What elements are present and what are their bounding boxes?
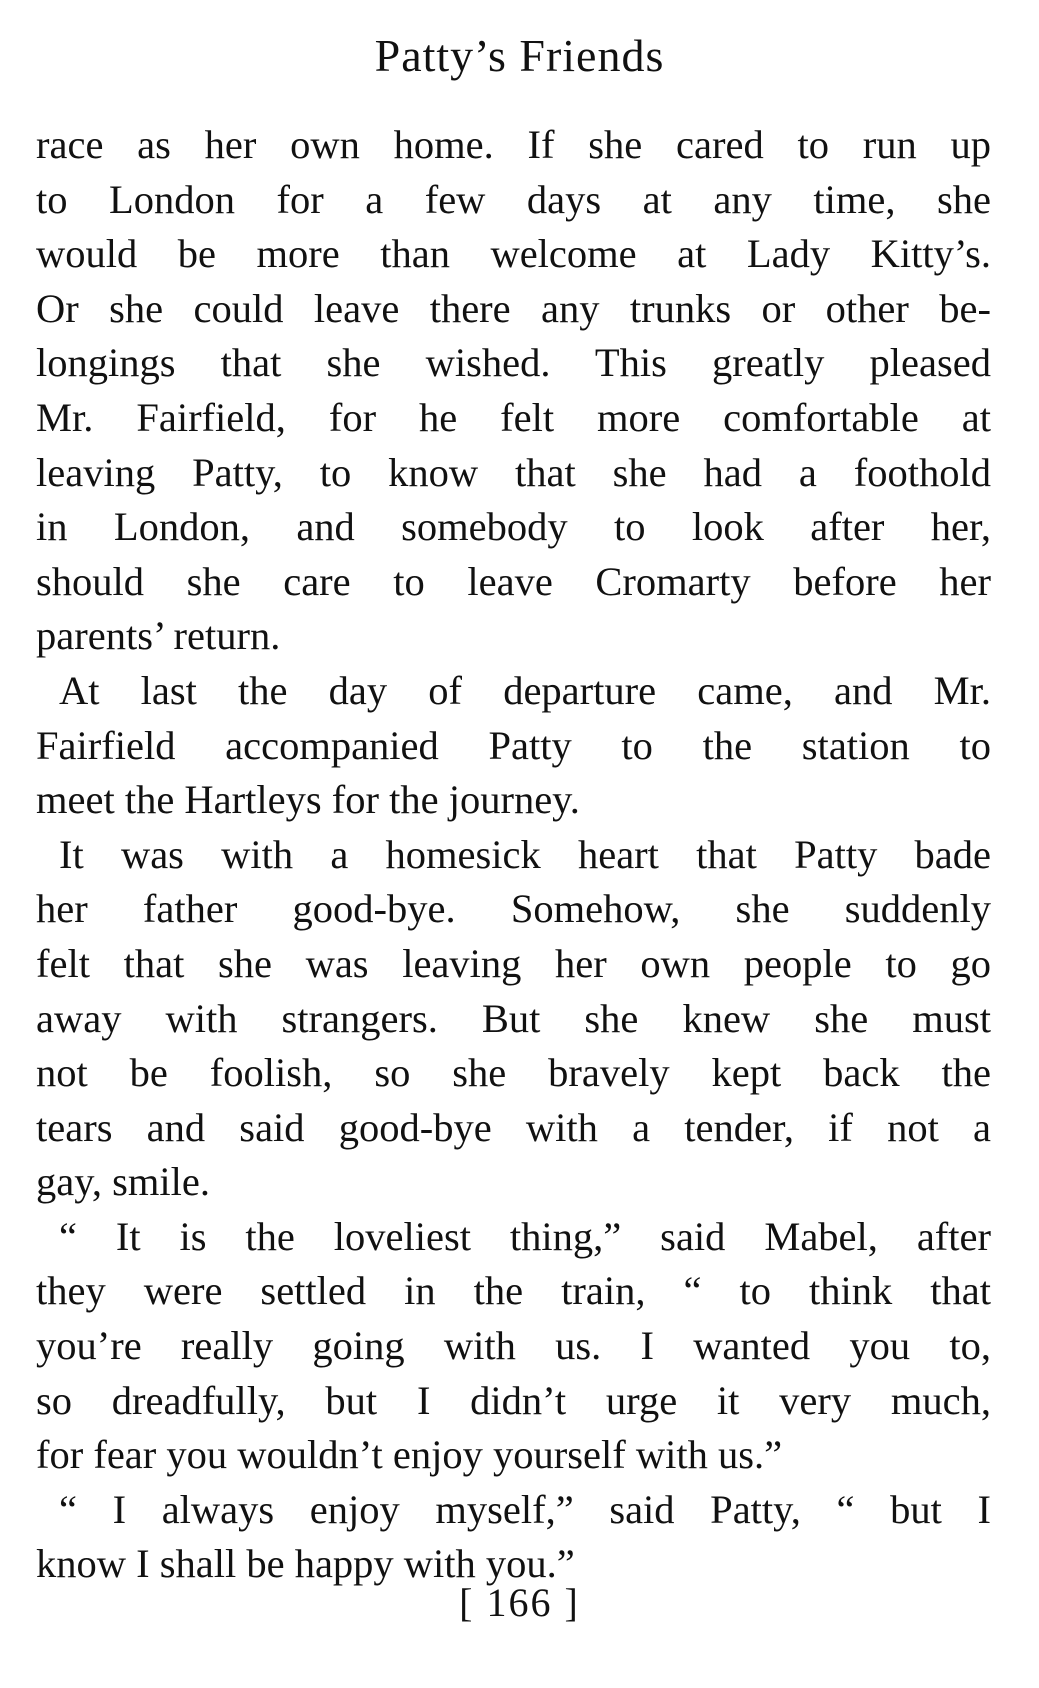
text-line: so dreadfully, but I didn’t urge it very much, — [36, 1377, 991, 1423]
body-text — [36, 118, 991, 1592]
text-line: to London for a few days at any time, she — [36, 176, 991, 222]
text-line: not be foolish, so she bravely kept back the — [36, 1050, 991, 1096]
text-line: race as her own home. If she cared to run up — [36, 122, 991, 167]
text-line: away with strangers. But she knew she must — [36, 995, 991, 1041]
text-line: felt that she was leaving her own people to go — [36, 940, 991, 986]
text-line: Or she could leave there any trunks or other be- — [36, 285, 991, 331]
running-head: Patty’s Friends — [374, 30, 665, 81]
text-line: leaving Patty, to know that she had a foothold — [36, 449, 991, 495]
text-line: for fear you wouldn’t enjoy yourself with us.” — [36, 1432, 783, 1478]
text-line: her father good-bye. Somehow, she suddenly — [36, 886, 991, 932]
paragraph-first-line: It was with a homesick heart that Patty bade — [59, 831, 991, 877]
text-line: Mr. Fairfield, for he felt more comfortable at — [36, 394, 991, 440]
text-line: meet the Hartleys for the journey. — [36, 777, 580, 823]
text-line: should she care to leave Cromarty before her — [36, 558, 991, 604]
paragraph-first-line: “ It is the loveliest thing,” said Mabel, after — [59, 1213, 991, 1259]
text-line: Fairfield accompanied Patty to the station to — [36, 722, 991, 768]
text-line: gay, smile. — [36, 1159, 210, 1205]
text-line: you’re really going with us. I wanted you to, — [36, 1323, 991, 1369]
paragraph-first-line: At last the day of departure came, and Mr. — [59, 667, 991, 713]
text-line: know I shall be happy with you.” — [36, 1541, 575, 1587]
page-number: [ 166 ] — [459, 1580, 580, 1625]
text-line: they were settled in the train, “ to think that — [36, 1268, 991, 1314]
paragraph-first-line: “ I always enjoy myself,” said Patty, “ but I — [59, 1486, 991, 1532]
text-line: in London, and somebody to look after her, — [36, 504, 991, 550]
text-line: tears and said good-bye with a tender, if not a — [36, 1104, 991, 1150]
text-line: would be more than welcome at Lady Kitty’s. — [36, 231, 991, 277]
text-line: parents’ return. — [36, 613, 281, 659]
text-line: longings that she wished. This greatly pleased — [36, 340, 991, 386]
